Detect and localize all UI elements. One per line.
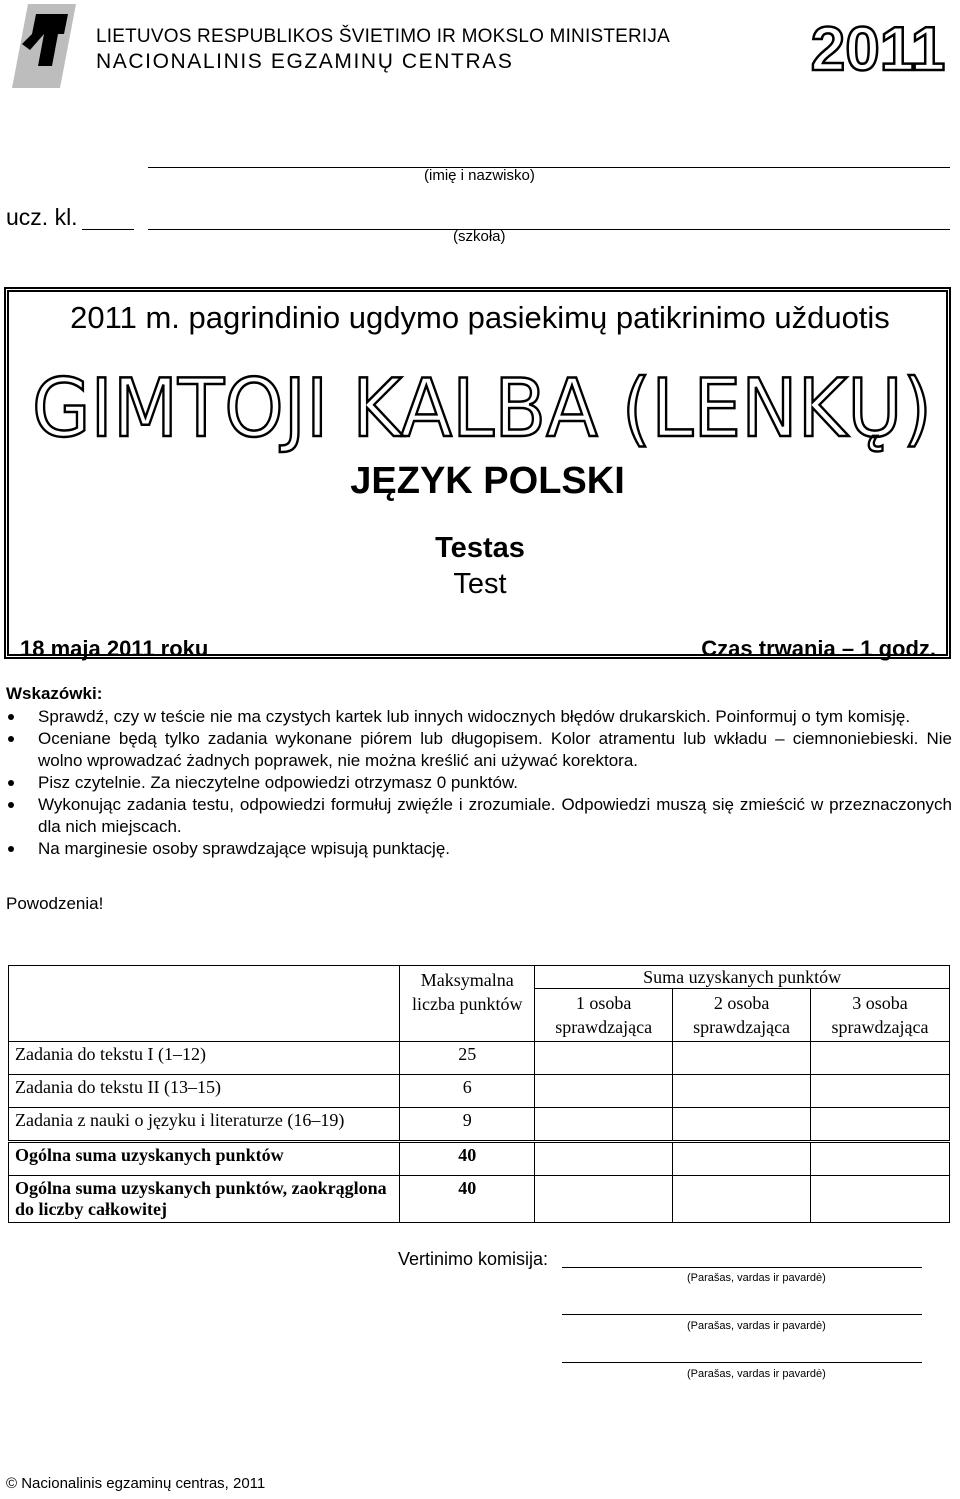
- score-cell[interactable]: [673, 1042, 811, 1075]
- table-row: [9, 1108, 950, 1142]
- commission-label: Vertinimo komisija:: [398, 1249, 549, 1269]
- instructions-list: [6, 706, 952, 860]
- score-table: [8, 965, 950, 1223]
- exam-subtitle: 2011 m. pagrindinio ugdymo pasiekimų patikrinimo užduotis: [70, 300, 890, 335]
- table-row: [9, 1142, 950, 1176]
- instructions-title: Wskazówki:: [6, 684, 103, 703]
- score-cell[interactable]: [673, 1108, 811, 1142]
- table-row: [9, 1042, 950, 1075]
- row-label: Zadania z nauki o języku i literaturze (16–19): [9, 1108, 400, 1142]
- score-cell[interactable]: [673, 1176, 811, 1223]
- row-label: Ogólna suma uzyskanych punktów, zaokrąglona do liczby całkowitej: [9, 1176, 400, 1223]
- signature-caption-2: (Parašas, vardas ir pavardė): [687, 1320, 826, 1332]
- exam-date: 18 maja 2011 roku: [20, 636, 209, 661]
- exam-duration: Czas trwania – 1 godz.: [701, 636, 936, 661]
- name-caption: (imię i nazwisko): [424, 167, 535, 184]
- row-max: 25: [400, 1042, 535, 1075]
- score-cell[interactable]: [535, 1075, 673, 1108]
- signature-line-2[interactable]: [562, 1314, 922, 1315]
- checker-2-header: 2 osoba sprawdzająca: [673, 989, 811, 1042]
- score-cell[interactable]: [535, 1108, 673, 1142]
- svg-text:2011: 2011: [810, 15, 946, 78]
- list-item: Oceniane będą tylko zadania wykonane piórem lub długopisem. Kolor atramentu lub wkładu – ciemnoniebieski. Nie wolno wprowadzać żadnych poprawek, nie można kreślić ani używać korektora.: [38, 729, 952, 770]
- score-cell[interactable]: [811, 1142, 950, 1176]
- year-label: [800, 14, 956, 78]
- closing-text: Powodzenia!: [6, 894, 104, 913]
- row-max: 6: [400, 1075, 535, 1108]
- subject-title: JĘZYK POLSKI: [350, 460, 625, 502]
- list-item: Pisz czytelnie. Za nieczytelne odpowiedzi otrzymasz 0 punktów.: [38, 773, 519, 792]
- signature-caption-3: (Parašas, vardas ir pavardė): [687, 1368, 826, 1380]
- ministry-name: LIETUVOS RESPUBLIKOS ŠVIETIMO IR MOKSLO MINISTERIJA: [96, 26, 670, 47]
- score-cell[interactable]: [811, 1042, 950, 1075]
- nec-logo-icon: [8, 4, 76, 88]
- checker-3-header: 3 osoba sprawdzająca: [811, 989, 950, 1042]
- row-max: 9: [400, 1108, 535, 1142]
- sum-points-header: Suma uzyskanych punktów: [535, 966, 950, 989]
- row-label: Zadania do tekstu I (1–12): [9, 1042, 400, 1075]
- copyright-text: © Nacionalinis egzaminų centras, 2011: [6, 1475, 266, 1492]
- signature-caption-1: (Parašas, vardas ir pavardė): [687, 1272, 826, 1284]
- list-item: Na marginesie osoby sprawdzające wpisują punktację.: [38, 839, 450, 858]
- score-cell[interactable]: [535, 1176, 673, 1223]
- row-max: 40: [400, 1176, 535, 1223]
- row-label: Zadania do tekstu II (13–15): [9, 1075, 400, 1108]
- name-line[interactable]: [148, 167, 950, 168]
- table-row: [9, 966, 950, 989]
- score-cell[interactable]: [811, 1075, 950, 1108]
- list-item: Sprawdź, czy w teście nie ma czystych kartek lub innych widocznych błędów drukarskich. Poinformuj o tym komisję.: [38, 707, 911, 726]
- table-row: [9, 1176, 950, 1223]
- score-cell[interactable]: [811, 1176, 950, 1223]
- class-line[interactable]: [82, 229, 134, 230]
- table-row: [9, 1075, 950, 1108]
- score-cell[interactable]: [673, 1075, 811, 1108]
- score-cell[interactable]: [673, 1142, 811, 1176]
- school-line[interactable]: [148, 229, 950, 230]
- school-caption: (szkoła): [453, 228, 506, 245]
- row-max: 40: [400, 1142, 535, 1176]
- test-type-lt: Testas: [435, 532, 525, 564]
- list-item: Wykonując zadania testu, odpowiedzi formułuj zwięźle i zrozumiale. Odpowiedzi muszą się zmieścić w przeznaczonych dla nich miejscach.: [38, 795, 952, 836]
- test-type-pl: Test: [453, 568, 507, 600]
- max-points-header: Maksymalna liczba punktów: [400, 966, 535, 1042]
- class-label: ucz. kl.: [6, 204, 78, 230]
- signature-line-3[interactable]: [562, 1362, 922, 1363]
- score-cell[interactable]: [535, 1042, 673, 1075]
- signature-line-1[interactable]: [562, 1267, 922, 1268]
- checker-1-header: 1 osoba sprawdzająca: [535, 989, 673, 1042]
- row-label: Ogólna suma uzyskanych punktów: [9, 1142, 400, 1176]
- svg-text:GIMTOJI KALBA (LENKŲ): GIMTOJI KALBA (LENKŲ): [32, 362, 932, 455]
- exam-title: [20, 358, 945, 458]
- score-cell[interactable]: [535, 1142, 673, 1176]
- score-cell[interactable]: [811, 1108, 950, 1142]
- center-name: NACIONALINIS EGZAMINŲ CENTRAS: [96, 50, 514, 73]
